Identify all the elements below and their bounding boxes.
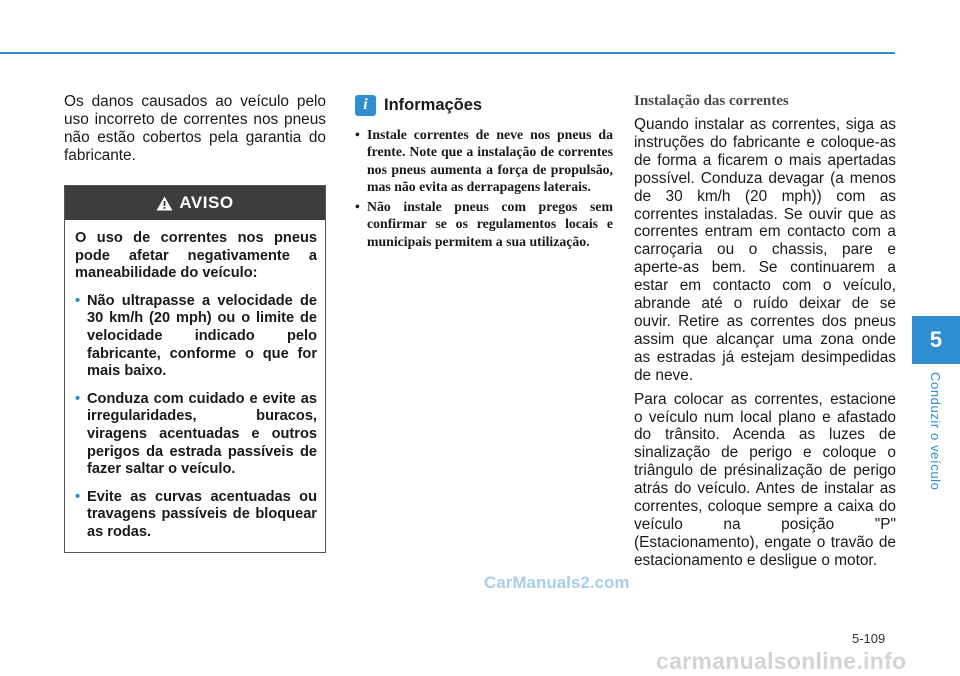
info-item: • Não instale pneus com pregos sem confirmar se os regulamentos locais e municipais permitem a sua utilização. <box>355 198 613 250</box>
warning-triangle-icon <box>156 196 173 211</box>
warning-item: • Não ultrapasse a velocidade de 30 km/h (20 mph) ou o limite de velocidade indicado pelo fabricante, conforme o que for mais baixo. <box>75 293 317 381</box>
right-column <box>634 93 896 576</box>
info-icon: i <box>355 95 376 116</box>
warning-lead: O uso de correntes nos pneus pode afetar negativamente a maneabilidade do veículo: <box>75 230 317 282</box>
left-column <box>64 93 326 553</box>
info-list <box>355 126 613 250</box>
warning-list <box>75 293 317 542</box>
middle-column <box>355 93 613 253</box>
warning-header <box>65 186 325 220</box>
section-paragraph: Quando instalar as correntes, siga as instruções do fabricante e coloque-as de forma a ficarem o mais apertadas possível. Conduza devagar (a menos de 30 km/h (20 mph)) com as correntes instaladas. Se ouvir que as correntes entram em contacto com a carroçaria ou o chassis, pare e aperte-as bem. Se continuarem a estar em contacto com o veículo, abrande até o ruído deixar de se ouvir. Retire as correntes dos pneus assim que alcançar uma zona onde as estradas já estejam desimpedidas de neve. <box>634 116 896 384</box>
section-paragraph: Para colocar as correntes, estacione o veículo num local plano e afastado do trânsito. Acenda as luzes de sinalização de perigo e coloque o triângulo de présinalização de perigo atrás do veículo. Antes de instalar as correntes, coloque sempre a caixa do veículo na posição "P" (Estacionamento), engate o travão de estacionamento e desligue o motor. <box>634 390 896 569</box>
warning-label: AVISO <box>179 193 234 212</box>
chapter-label: Conduzir o veículo <box>928 372 943 491</box>
watermark-carmanualsonline[interactable]: carmanualsonline.info <box>656 648 907 674</box>
section-title: Instalação das correntes <box>634 93 789 109</box>
page-number: 5-109 <box>852 631 886 646</box>
warning-item: • Conduza com cuidado e evite as irregularidades, buracos, viragens acentuadas e outros perigos da estrada passíveis de fazer saltar o veículo. <box>75 391 317 479</box>
info-item: • Instale correntes de neve nos pneus da frente. Note que a instalação de correntes nos pneus aumenta a força de propulsão, mas não evita as derrapagens laterais. <box>355 126 613 195</box>
warning-box <box>64 185 326 553</box>
warning-item: • Evite as curvas acentuadas ou travagens passíveis de bloquear as rodas. <box>75 489 317 542</box>
warning-body <box>65 220 325 552</box>
info-title: Informações <box>384 95 483 114</box>
intro-paragraph: Os danos causados ao veículo pelo uso incorreto de correntes nos pneus não estão cobertos pela garantia do fabricante. <box>64 93 326 164</box>
header-rule <box>0 52 895 54</box>
watermark-carmanuals2[interactable]: CarManuals2.com <box>484 573 630 592</box>
info-header <box>355 93 613 117</box>
chapter-tab: 5 <box>912 316 960 364</box>
